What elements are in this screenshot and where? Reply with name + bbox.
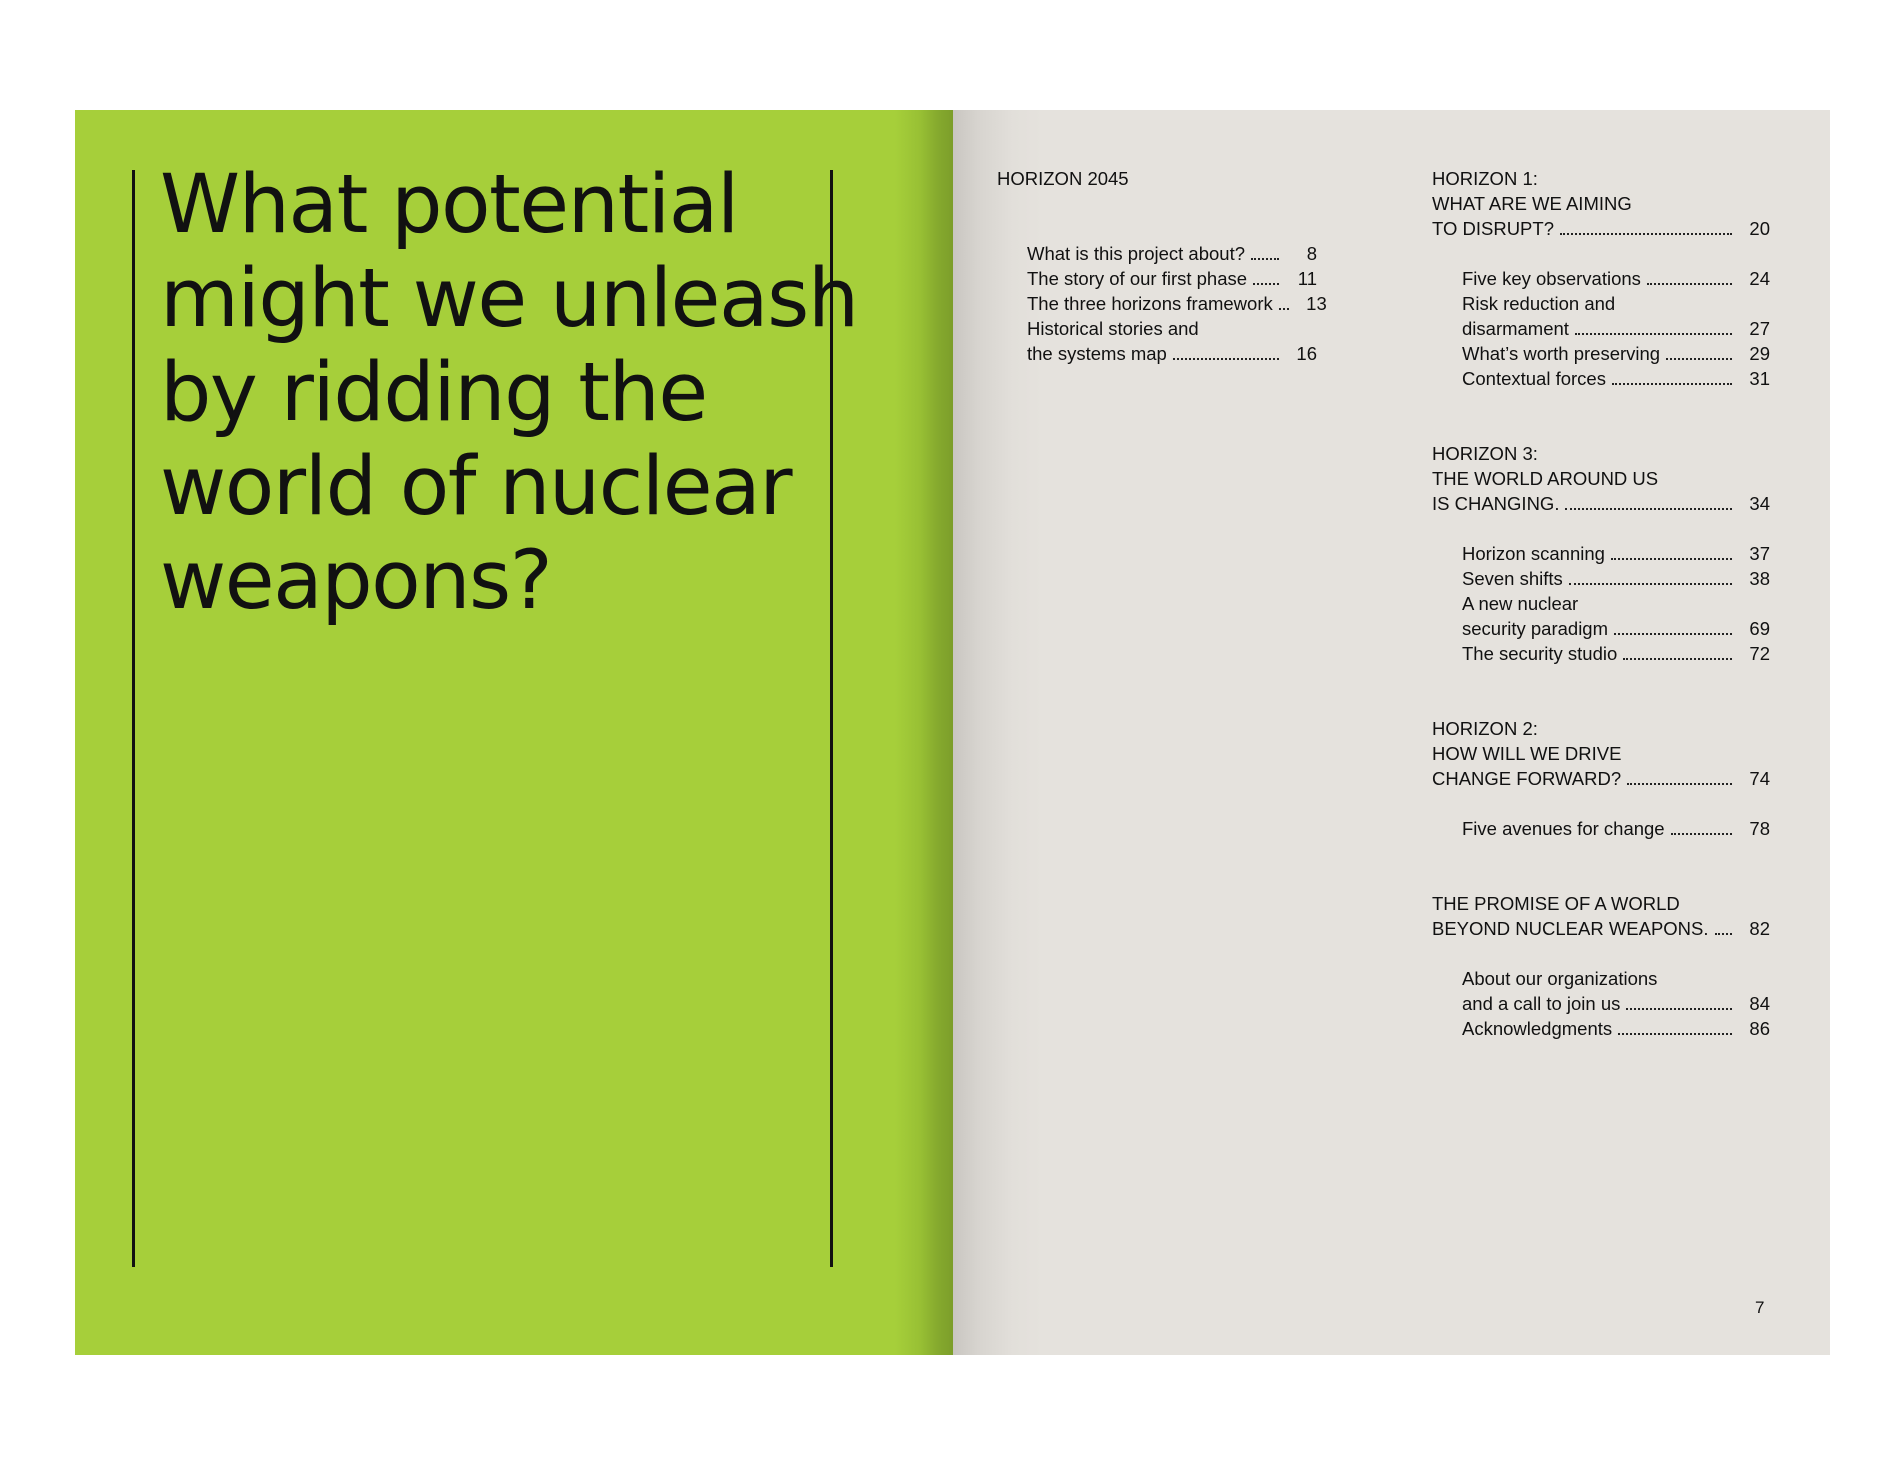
toc-entry[interactable] bbox=[1462, 341, 1770, 366]
toc-heading-label: TO DISRUPT? bbox=[1432, 218, 1554, 239]
toc-heading-page: 82 bbox=[1749, 918, 1770, 939]
toc-entry-label: disarmament bbox=[1462, 318, 1569, 339]
dot-leader bbox=[1618, 1033, 1732, 1035]
toc-entry[interactable] bbox=[1462, 541, 1770, 566]
toc-entry-page: 11 bbox=[1297, 268, 1317, 289]
page-number: 7 bbox=[1755, 1298, 1765, 1317]
toc-entry[interactable] bbox=[1027, 266, 1317, 291]
headline-line: might we unleash bbox=[160, 252, 858, 346]
left-page bbox=[75, 110, 953, 1355]
toc-entry-label: security paradigm bbox=[1462, 618, 1609, 639]
toc-heading-line: HORIZON 3: bbox=[1432, 443, 1538, 464]
toc-heading-page: 34 bbox=[1749, 493, 1770, 514]
toc-entry-page: 84 bbox=[1749, 993, 1770, 1014]
toc-entry-label: Five key observations bbox=[1462, 268, 1641, 289]
toc-entry-page: 86 bbox=[1749, 1018, 1770, 1039]
toc-entry-page: 24 bbox=[1749, 268, 1770, 289]
dot-leader bbox=[1627, 783, 1732, 785]
toc-heading-label: CHANGE FORWARD? bbox=[1432, 768, 1622, 789]
toc-entry-page: 37 bbox=[1749, 543, 1770, 564]
dot-leader bbox=[1612, 383, 1732, 385]
toc-entry[interactable] bbox=[1462, 366, 1770, 391]
toc-entry-label: The three horizons framework bbox=[1027, 293, 1273, 314]
toc-heading-label: IS CHANGING. bbox=[1432, 493, 1560, 514]
dot-leader bbox=[1569, 583, 1732, 585]
headline-line: What potential bbox=[160, 158, 738, 252]
toc-entry-label: Seven shifts bbox=[1462, 568, 1563, 589]
dot-leader bbox=[1253, 283, 1279, 285]
headline bbox=[160, 158, 860, 628]
toc-entry-page: 13 bbox=[1306, 293, 1327, 314]
toc-entry[interactable] bbox=[1462, 641, 1770, 666]
toc-entry-label: The security studio bbox=[1462, 643, 1618, 664]
dot-leader bbox=[1671, 833, 1732, 835]
toc-heading-line: WHAT ARE WE AIMING bbox=[1432, 193, 1632, 214]
dot-leader bbox=[1715, 933, 1732, 935]
toc-heading-page: 20 bbox=[1749, 218, 1770, 239]
toc-entry-label: Horizon scanning bbox=[1462, 543, 1605, 564]
toc-entry-page: 69 bbox=[1749, 618, 1770, 639]
toc-entry[interactable] bbox=[1027, 341, 1317, 366]
dot-leader bbox=[1173, 358, 1279, 360]
dot-leader bbox=[1565, 508, 1732, 510]
toc-entry-label: Five avenues for change bbox=[1462, 818, 1665, 839]
dot-leader bbox=[1647, 283, 1732, 285]
toc-entry-label: the systems map bbox=[1027, 343, 1167, 364]
toc-section-title: HORIZON 2045 bbox=[997, 168, 1129, 189]
toc-heading-label: BEYOND NUCLEAR WEAPONS. bbox=[1432, 918, 1709, 939]
toc-entry-label: What’s worth preserving bbox=[1462, 343, 1661, 364]
toc-heading-entry[interactable] bbox=[1432, 916, 1770, 941]
toc-entry-label: Acknowledgments bbox=[1462, 1018, 1613, 1039]
toc-heading-line: HOW WILL WE DRIVE bbox=[1432, 743, 1622, 764]
toc-entry[interactable] bbox=[1462, 266, 1770, 291]
dot-leader bbox=[1611, 558, 1732, 560]
toc-heading-entry[interactable] bbox=[1432, 766, 1770, 791]
toc-heading-line: THE PROMISE OF A WORLD bbox=[1432, 893, 1680, 914]
dot-leader bbox=[1614, 633, 1732, 635]
dot-leader bbox=[1251, 258, 1279, 260]
toc-entry[interactable] bbox=[1027, 241, 1317, 266]
toc-entry[interactable] bbox=[1462, 566, 1770, 591]
toc-entry-label: What is this project about? bbox=[1027, 243, 1245, 264]
toc-entry-page: 78 bbox=[1749, 818, 1770, 839]
toc-heading-entry[interactable] bbox=[1432, 491, 1770, 516]
dot-leader bbox=[1560, 233, 1732, 235]
toc-entry[interactable] bbox=[1462, 991, 1770, 1016]
toc-entry[interactable] bbox=[1027, 291, 1327, 316]
headline-line: by ridding the bbox=[160, 346, 707, 440]
toc-entry[interactable] bbox=[1462, 616, 1770, 641]
toc-entry[interactable] bbox=[1462, 316, 1770, 341]
toc-heading-entry[interactable] bbox=[1432, 216, 1770, 241]
headline-line: world of nuclear bbox=[160, 440, 792, 534]
toc-entry-label-line1: About our organizations bbox=[1462, 968, 1658, 989]
toc-heading-line: HORIZON 2: bbox=[1432, 718, 1538, 739]
dot-leader bbox=[1666, 358, 1732, 360]
toc-heading-line: HORIZON 1: bbox=[1432, 168, 1538, 189]
toc-entry-page: 27 bbox=[1749, 318, 1770, 339]
left-rule bbox=[132, 170, 135, 1267]
toc-column-intro bbox=[997, 166, 1327, 366]
toc-entry-page: 31 bbox=[1749, 368, 1770, 389]
toc-column-horizons bbox=[1432, 166, 1770, 1041]
toc-heading-line: THE WORLD AROUND US bbox=[1432, 468, 1659, 489]
headline-line: weapons? bbox=[160, 534, 552, 628]
dot-leader bbox=[1575, 333, 1732, 335]
toc-entry-label-line1: A new nuclear bbox=[1462, 593, 1579, 614]
toc-heading-page: 74 bbox=[1749, 768, 1770, 789]
toc-entry-label-line1: Historical stories and bbox=[1027, 318, 1199, 339]
toc-entry[interactable] bbox=[1462, 816, 1770, 841]
toc-entry-label: The story of our first phase bbox=[1027, 268, 1248, 289]
toc-entry-label-line1: Risk reduction and bbox=[1462, 293, 1616, 314]
toc-entry-page: 72 bbox=[1749, 643, 1770, 664]
toc-entry-label: Contextual forces bbox=[1462, 368, 1606, 389]
toc-entry-page: 38 bbox=[1749, 568, 1770, 589]
toc-entry-page: 16 bbox=[1296, 343, 1317, 364]
toc-entry[interactable] bbox=[1462, 1016, 1770, 1041]
dot-leader bbox=[1623, 658, 1732, 660]
toc-entry-page: 8 bbox=[1306, 243, 1317, 264]
dot-leader bbox=[1626, 1008, 1732, 1010]
dot-leader bbox=[1279, 308, 1289, 310]
toc-entry-page: 29 bbox=[1749, 343, 1770, 364]
toc-entry-label: and a call to join us bbox=[1462, 993, 1621, 1014]
